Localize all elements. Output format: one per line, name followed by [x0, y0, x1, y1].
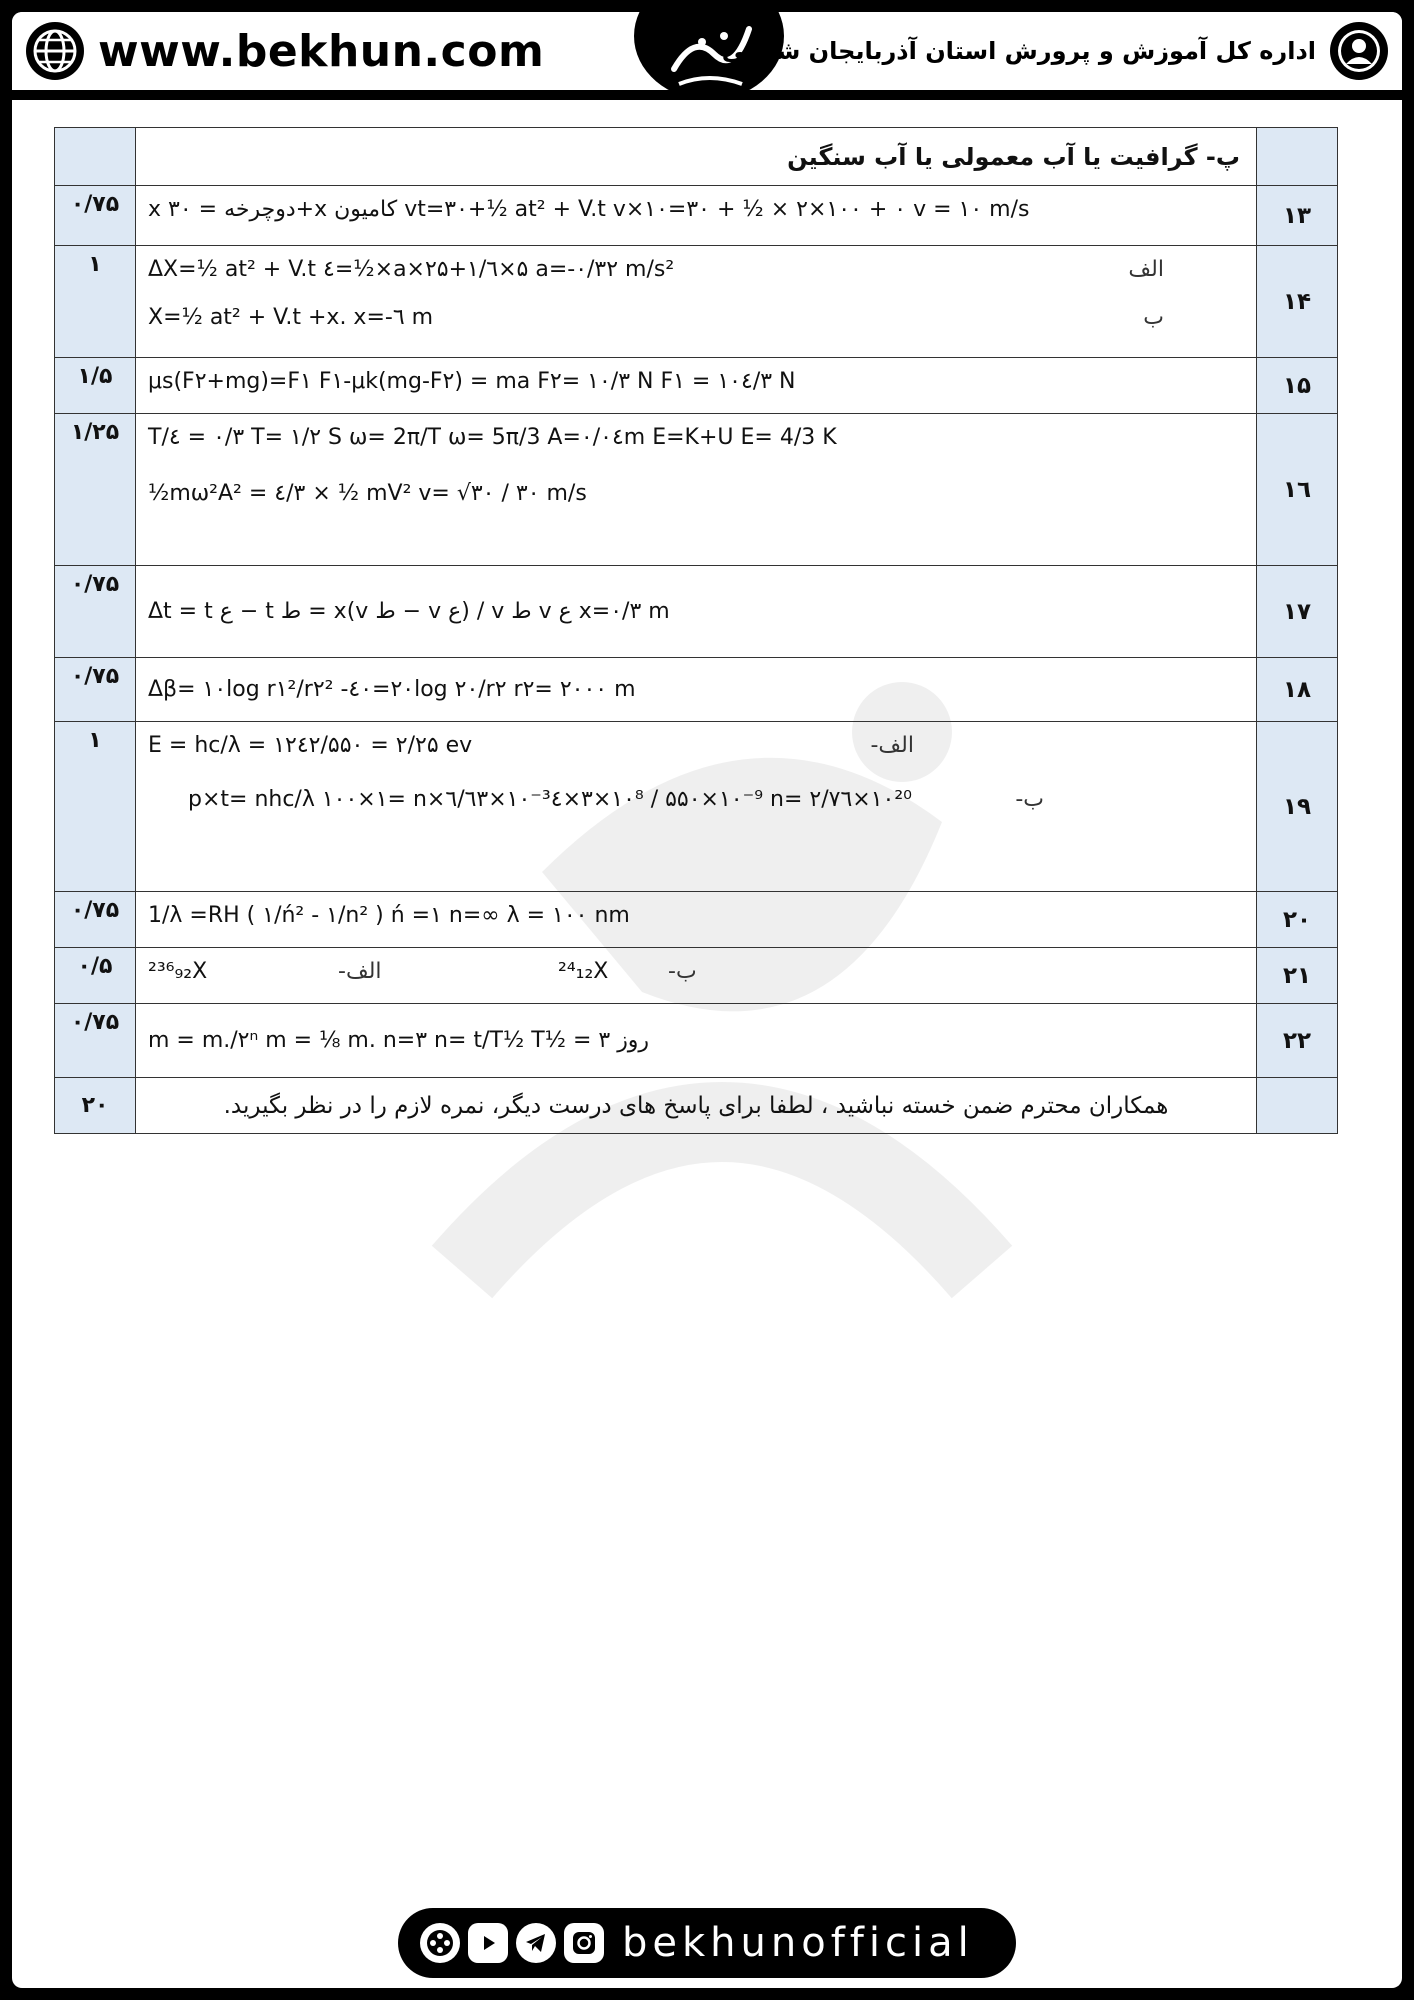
- score-cell: [55, 128, 136, 186]
- table-row: [55, 246, 1338, 358]
- part-label: الف: [1128, 257, 1164, 282]
- table-row: [55, 722, 1338, 892]
- answer-line: ΔX=½ at² + V.t ٤=½×a×۲۵+۱/٦×۵ a=-۰/۳۲ m/s²: [148, 257, 675, 282]
- answer-sheet-page: [12, 12, 1402, 1988]
- table-row: [55, 414, 1338, 566]
- answer-line: T/٤ = ۰/۳ T= ۱/۲ S ω= 2π/T ω= 5π/3 A=۰/۰٤m E=K+U E= 4/3 K: [148, 425, 837, 450]
- table-row: [55, 566, 1338, 658]
- table-row: [55, 186, 1338, 246]
- answer-cell: [136, 948, 1257, 1004]
- answer-line: p×t= nhc/λ ۱۰۰×۱= n×٦/٦۳×۱۰⁻³٤×۳×۱۰⁸ / ۵۵۰×۱۰⁻⁹ n= ۲/۷٦×۱۰²⁰: [188, 787, 913, 812]
- answer-line: پ- گرافیت یا آب معمولی یا آب سنگین: [787, 142, 1240, 171]
- part-label: ب-: [1015, 787, 1044, 812]
- answer-cell: [136, 128, 1257, 186]
- score-cell: ۱/۵: [55, 358, 136, 414]
- answer-cell: [136, 246, 1257, 358]
- question-number: ۱۸: [1257, 658, 1338, 722]
- table-row: [55, 358, 1338, 414]
- score-cell: ۰/۷۵: [55, 1004, 136, 1078]
- globe-icon: [26, 22, 84, 80]
- website-url: www.bekhun.com: [98, 25, 545, 77]
- website-link[interactable]: [26, 20, 544, 82]
- telegram-icon[interactable]: [516, 1923, 556, 1963]
- social-handle: bekhunofficial: [622, 1920, 974, 1966]
- answer-cell: [136, 186, 1257, 246]
- question-number: ۱۷: [1257, 566, 1338, 658]
- score-cell: ۰/۷۵: [55, 658, 136, 722]
- score-cell: ۱: [55, 246, 136, 358]
- youtube-icon[interactable]: [468, 1923, 508, 1963]
- table-row: [55, 658, 1338, 722]
- organization-name: اداره کل آموزش و پرورش استان آذربایجان شرقی: [721, 37, 1316, 65]
- answer-cell: [136, 566, 1257, 658]
- answer-line: ²⁴₁₂X: [558, 959, 609, 984]
- part-label: الف-: [870, 733, 914, 758]
- score-cell: ۰/۷۵: [55, 892, 136, 948]
- score-cell: ۰/۷۵: [55, 186, 136, 246]
- page-header: [12, 12, 1402, 100]
- question-number: [1257, 1078, 1338, 1134]
- answer-line: E = hc/λ = ۱۲٤۲/۵۵۰ = ۲/۲۵ ev: [148, 733, 473, 758]
- part-label: ب: [1143, 305, 1164, 330]
- organization-title: [722, 22, 1388, 80]
- answer-cell: [136, 892, 1257, 948]
- question-number: [1257, 128, 1338, 186]
- question-number: ۲۱: [1257, 948, 1338, 1004]
- answer-line: 1/λ =RH ( ۱/ń² - ۱/n² ) ń =۱ n=∞ λ = ۱۰۰ nm: [148, 903, 630, 928]
- score-cell: ۱: [55, 722, 136, 892]
- score-cell: ۱/۲۵: [55, 414, 136, 566]
- answer-cell: [136, 414, 1257, 566]
- answer-line: Δt = t ع − t ط = x(v ط − v ع) / v ط v ع x=۰/۳ m: [148, 598, 670, 624]
- table-row: [55, 892, 1338, 948]
- score-cell: ۰/۵: [55, 948, 136, 1004]
- score-cell: ۰/۷۵: [55, 566, 136, 658]
- answer-cell: [136, 722, 1257, 892]
- user-icon: [1330, 22, 1388, 80]
- question-number: ۱۵: [1257, 358, 1338, 414]
- part-label: ب-: [668, 959, 697, 984]
- answer-line: ²³⁶₉₂X: [148, 959, 208, 984]
- answer-cell: [136, 358, 1257, 414]
- part-label: الف-: [338, 959, 382, 984]
- answer-cell: [136, 1004, 1257, 1078]
- table-row: [55, 948, 1338, 1004]
- answer-line: Δβ= ۱۰log r۱²/r۲² -٤۰=۲۰log ۲۰/r۲ r۲= ۲۰۰۰ m: [148, 676, 636, 702]
- question-number: ۱٦: [1257, 414, 1338, 566]
- answer-line: x دوچرخه = ۳۰+x کامیون vt=۳۰+½ at² + V.t v×۱۰=۳۰ + ½ × ۲×۱۰۰ + ۰ v = ۱۰ m/s: [148, 197, 1030, 222]
- film-reel-icon[interactable]: [420, 1923, 460, 1963]
- question-number: ۱۳: [1257, 186, 1338, 246]
- answer-line: μs(F۲+mg)=F۱ F۱-μk(mg-F۲) = ma F۲= ۱۰/۳ N F۱ = ۱۰٤/۳ N: [148, 369, 796, 394]
- answers-table: [54, 127, 1338, 1134]
- question-number: ۲۲: [1257, 1004, 1338, 1078]
- social-bar: [398, 1908, 1016, 1978]
- answer-cell: [136, 658, 1257, 722]
- answer-line: m = m./۲ⁿ m = ⅛ m. n=۳ n= t/T½ T½ = ۳ روز: [148, 1027, 650, 1053]
- answer-line: X=½ at² + V.t +x. x=-٦ m: [148, 305, 434, 330]
- question-number: ۱۹: [1257, 722, 1338, 892]
- total-score: ۲۰: [55, 1078, 136, 1134]
- table-row: [55, 1004, 1338, 1078]
- table-row: [55, 128, 1338, 186]
- answer-line: ½mω²A² = ٤/۳ × ½ mV² v= √۳۰ / ۳۰ m/s: [148, 481, 587, 506]
- table-row: [55, 1078, 1338, 1134]
- closing-note: همکاران محترم ضمن خسته نباشید ، لطفا برای پاسخ های درست دیگر، نمره لازم را در نظر بگیرید.: [136, 1078, 1257, 1134]
- question-number: ۱۴: [1257, 246, 1338, 358]
- instagram-icon[interactable]: [564, 1923, 604, 1963]
- question-number: ۲۰: [1257, 892, 1338, 948]
